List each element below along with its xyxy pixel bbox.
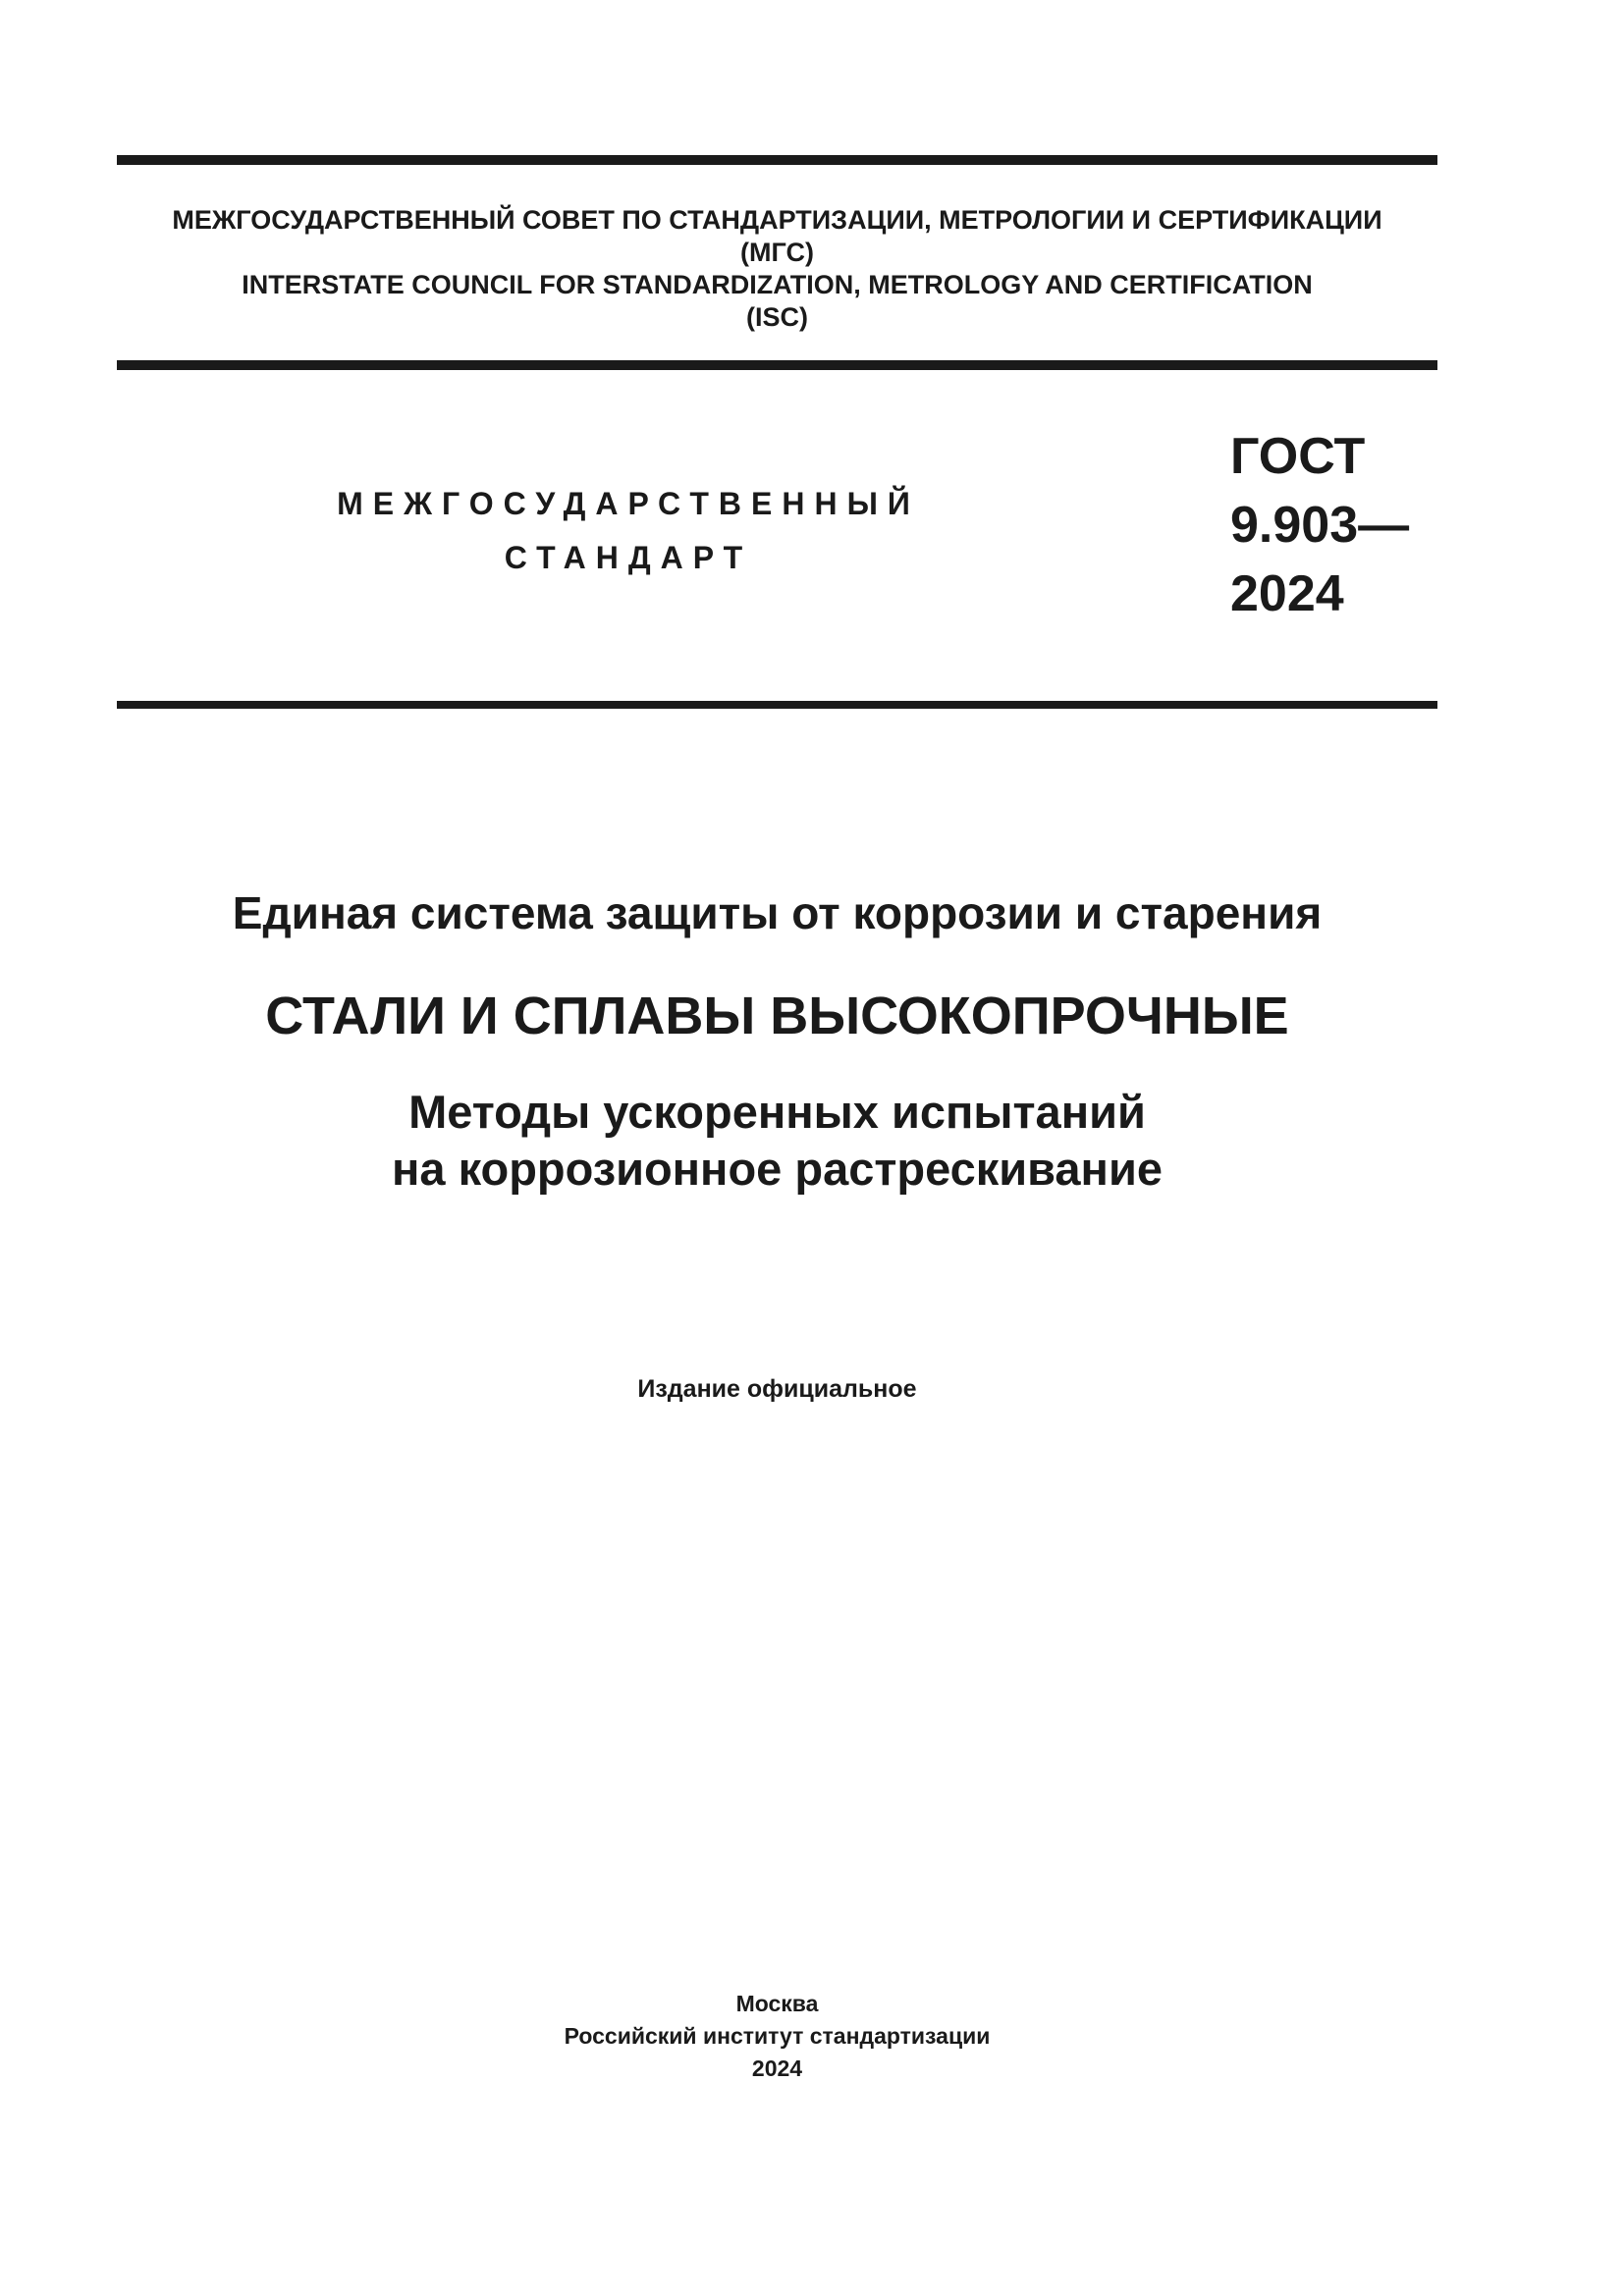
imprint-publisher: Российский институт стандартизации	[564, 2023, 991, 2049]
council-name-ru: МЕЖГОСУДАРСТВЕННЫЙ СОВЕТ ПО СТАНДАРТИЗАЦИИ, МЕТРОЛОГИИ И СЕРТИФИКАЦИИ	[172, 205, 1382, 235]
imprint-year: 2024	[751, 2056, 803, 2081]
council-header	[117, 204, 1437, 334]
council-name-en: INTERSTATE COUNCIL FOR STANDARDIZATION, METROLOGY AND CERTIFICATION	[242, 270, 1313, 299]
series-title-text: Единая система защиты от коррозии и старения	[232, 887, 1323, 938]
standard-type-line2: СТАНДАРТ	[504, 540, 753, 575]
main-title	[117, 985, 1437, 1047]
edition-note: Издание официальное	[637, 1375, 917, 1403]
main-title-text: СТАЛИ И СПЛАВЫ ВЫСОКОПРОЧНЫЕ	[265, 987, 1289, 1045]
sub-title	[117, 1084, 1437, 1198]
council-abbr-en: (ISC)	[746, 302, 808, 332]
designation-prefix: ГОСТ	[1230, 428, 1366, 485]
standard-type	[236, 477, 1021, 585]
imprint-city: Москва	[735, 1991, 819, 2016]
top-rule	[117, 155, 1437, 165]
standard-designation	[1230, 422, 1409, 628]
sub-title-line1: Методы ускоренных испытаний	[408, 1086, 1146, 1138]
council-abbr-ru: (МГС)	[740, 238, 814, 267]
series-title	[117, 885, 1437, 940]
designation-year: 2024	[1230, 565, 1344, 622]
designation-number: 9.903—	[1230, 497, 1410, 554]
bottom-rule	[117, 701, 1437, 709]
imprint	[117, 1988, 1437, 2085]
middle-rule	[117, 360, 1437, 370]
sub-title-line2: на коррозионное растрескивание	[392, 1143, 1163, 1195]
standard-type-line1: МЕЖГОСУДАРСТВЕННЫЙ	[337, 486, 920, 521]
